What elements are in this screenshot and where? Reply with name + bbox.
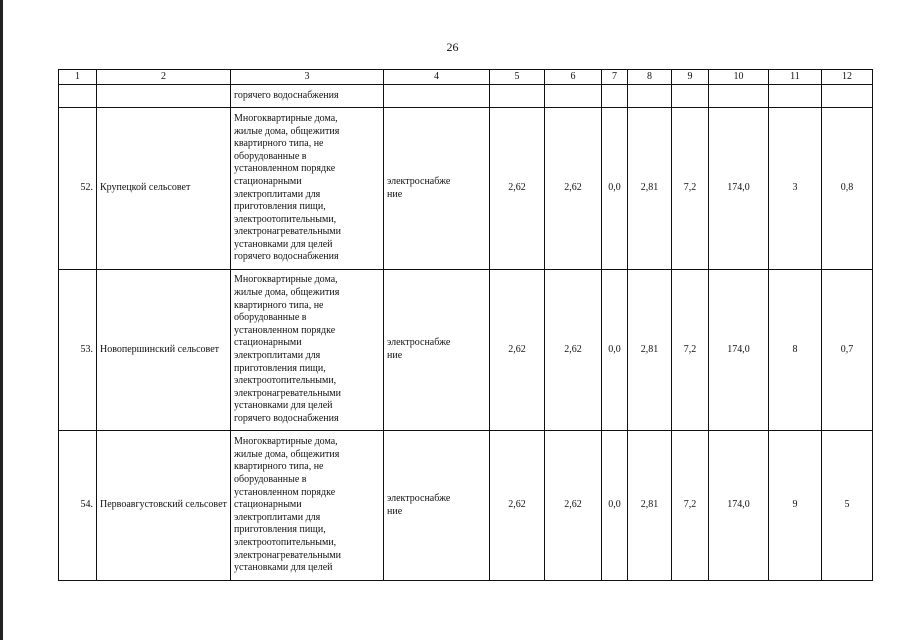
row-number: 54. xyxy=(59,431,97,581)
header-col-9: 9 xyxy=(672,70,709,85)
value-col-7: 0,0 xyxy=(602,270,628,431)
value-col-11: 3 xyxy=(769,108,822,270)
table-cell xyxy=(602,85,628,108)
header-col-12: 12 xyxy=(822,70,873,85)
value-col-10: 174,0 xyxy=(709,270,769,431)
table-row xyxy=(59,431,873,581)
settlement-name: Новопершинский сельсовет xyxy=(97,270,231,431)
header-col-2: 2 xyxy=(97,70,231,85)
housing-description: Многоквартирные дома, жилые дома, общежития квартирного типа, не оборудованные в установленном порядке стационарными электроплитами для приготовления пищи, электроотопительными, электронагревательными установками для целей xyxy=(231,431,384,581)
housing-description: Многоквартирные дома, жилые дома, общежития квартирного типа, не оборудованные в установленном порядке стационарными электроплитами для приготовления пищи, электроотопительными, электронагревательными установками для целей горячего водоснабжения xyxy=(231,270,384,431)
table-row xyxy=(59,108,873,270)
settlement-name: Крупецкой сельсовет xyxy=(97,108,231,270)
page-number: 26 xyxy=(446,40,459,54)
housing-description: Многоквартирные дома, жилые дома, общежития квартирного типа, не оборудованные в установленном порядке стационарными электроплитами для приготовления пищи, электроотопительными, электронагревательными установками для целей горячего водоснабжения xyxy=(231,108,384,270)
table-cell xyxy=(709,85,769,108)
continuation-description: горячего водоснабжения xyxy=(231,85,384,108)
value-col-7: 0,0 xyxy=(602,108,628,270)
value-col-12: 0,8 xyxy=(822,108,873,270)
header-col-6: 6 xyxy=(545,70,602,85)
row-number: 53. xyxy=(59,270,97,431)
page-left-border xyxy=(0,0,3,640)
value-col-6: 2,62 xyxy=(545,108,602,270)
header-col-8: 8 xyxy=(628,70,672,85)
header-col-7: 7 xyxy=(602,70,628,85)
value-col-8: 2,81 xyxy=(628,270,672,431)
value-col-9: 7,2 xyxy=(672,270,709,431)
header-col-11: 11 xyxy=(769,70,822,85)
tariff-table xyxy=(58,69,873,581)
header-col-10: 10 xyxy=(709,70,769,85)
table-cell xyxy=(545,85,602,108)
utility-type: электроснабже ние xyxy=(384,270,490,431)
value-col-9: 7,2 xyxy=(672,108,709,270)
value-col-11: 9 xyxy=(769,431,822,581)
value-col-5: 2,62 xyxy=(490,431,545,581)
header-col-4: 4 xyxy=(384,70,490,85)
row-number: 52. xyxy=(59,108,97,270)
table-cell xyxy=(97,85,231,108)
value-col-8: 2,81 xyxy=(628,431,672,581)
value-col-5: 2,62 xyxy=(490,270,545,431)
continuation-row xyxy=(59,85,873,108)
table-cell xyxy=(769,85,822,108)
header-col-5: 5 xyxy=(490,70,545,85)
value-col-8: 2,81 xyxy=(628,108,672,270)
table-cell xyxy=(490,85,545,108)
value-col-10: 174,0 xyxy=(709,431,769,581)
utility-type: электроснабже ние xyxy=(384,431,490,581)
value-col-6: 2,62 xyxy=(545,431,602,581)
column-number-header-row xyxy=(59,70,873,85)
value-col-5: 2,62 xyxy=(490,108,545,270)
utility-type: электроснабже ние xyxy=(384,108,490,270)
header-col-3: 3 xyxy=(231,70,384,85)
value-col-7: 0,0 xyxy=(602,431,628,581)
value-col-9: 7,2 xyxy=(672,431,709,581)
table-row xyxy=(59,270,873,431)
header-col-1: 1 xyxy=(59,70,97,85)
value-col-10: 174,0 xyxy=(709,108,769,270)
table-cell xyxy=(822,85,873,108)
value-col-6: 2,62 xyxy=(545,270,602,431)
value-col-12: 5 xyxy=(822,431,873,581)
value-col-11: 8 xyxy=(769,270,822,431)
table-cell xyxy=(384,85,490,108)
settlement-name: Первоавгустовский сельсовет xyxy=(97,431,231,581)
value-col-12: 0,7 xyxy=(822,270,873,431)
table-cell xyxy=(59,85,97,108)
table-cell xyxy=(628,85,672,108)
table-cell xyxy=(672,85,709,108)
